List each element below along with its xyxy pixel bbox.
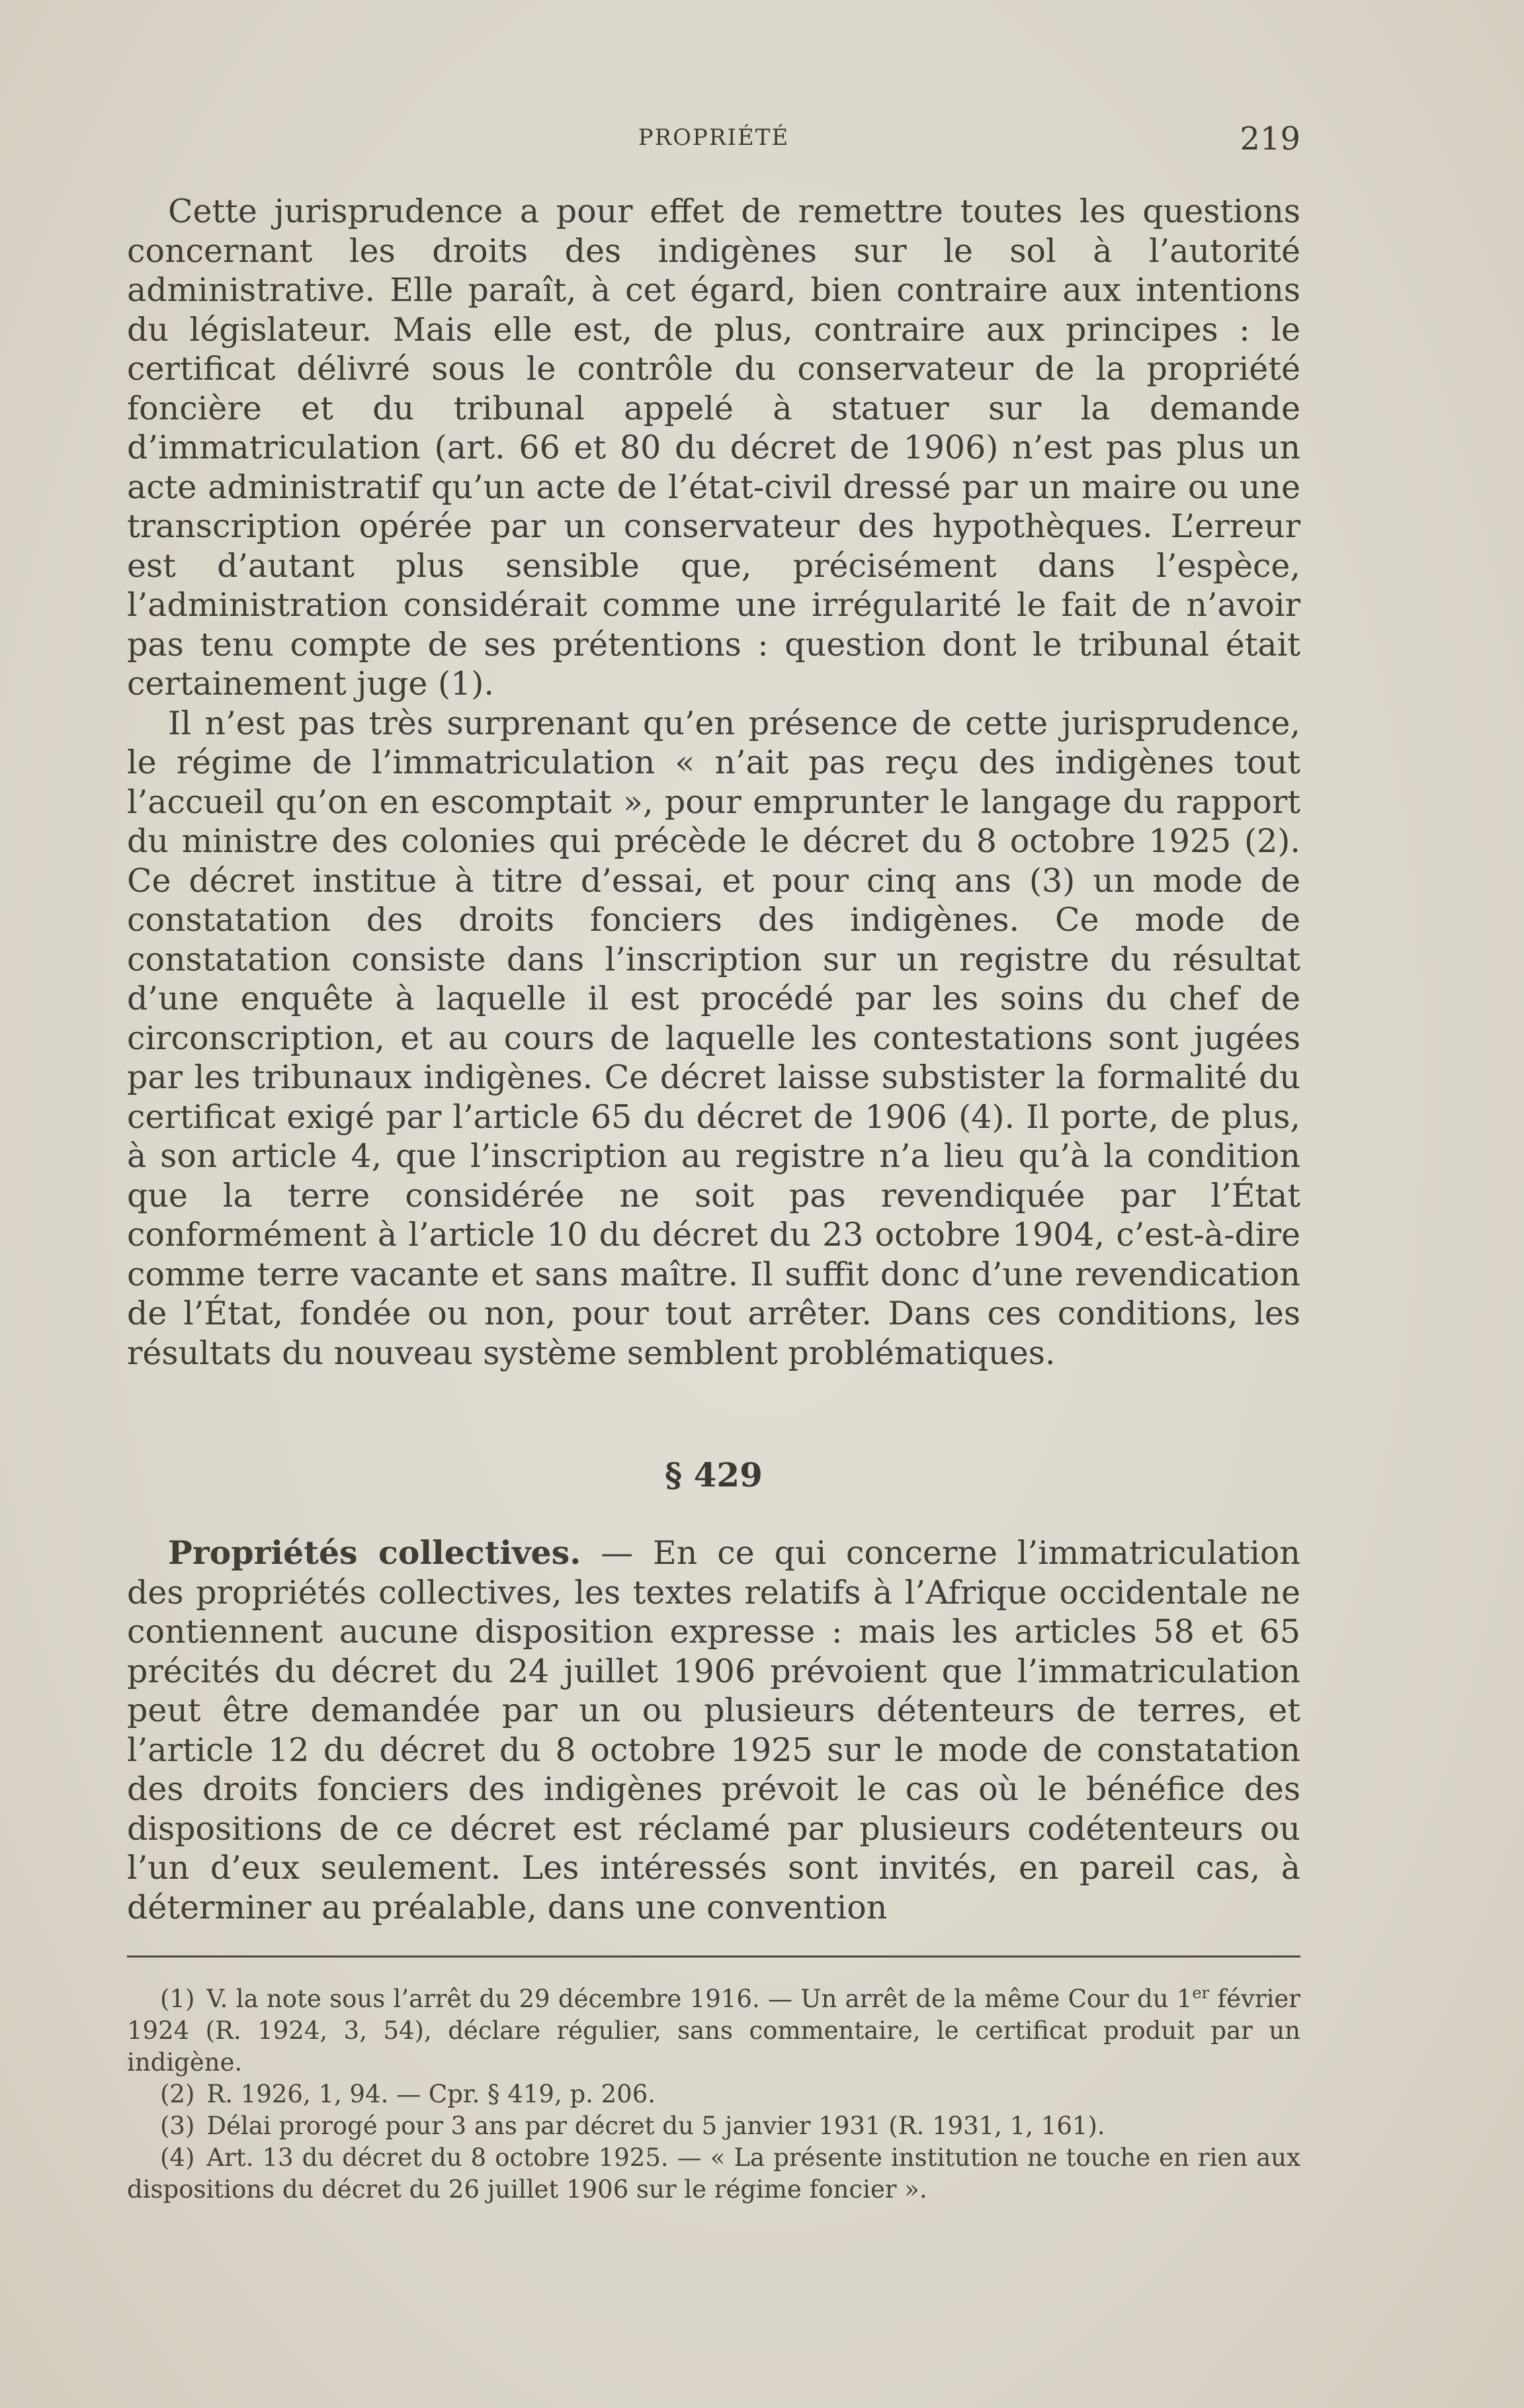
- footnote-mark: (2): [160, 2080, 195, 2108]
- footnote: [127, 1983, 1300, 2079]
- running-title: PROPRIÉTÉ: [638, 124, 790, 151]
- section-paragraph-text: — En ce qui concerne l’immatriculation des propriétés collectives, les textes relatifs à l’Afrique occidentale ne contiennent aucune disposition expresse : mais les articles 58 et 65 précités du décret du 24 juillet 1906 prévoient que l’immatriculation peut être demandée par un ou plusieurs détenteurs de terres, et l’article 12 du décret du 8 octobre 1925 sur le mode de constatation des droits fonciers des indigènes prévoit le cas où le bénéfice des dispositions de ce décret est réclamé par plusieurs codétenteurs ou l’un d’eux seulement. Les intéressés sont invités, en pareil cas, à déterminer au préalable, dans une convention: [127, 1534, 1300, 1926]
- section-lead-title: Propriétés collectives.: [168, 1533, 581, 1572]
- footnote-rule: [127, 1956, 1300, 1957]
- main-text: [127, 192, 1300, 1373]
- footnote-superscript: er: [1192, 1983, 1210, 2002]
- footnote-text: février 1924 (R. 1924, 3, 54), déclare régulier, sans commentaire, le certificat produit par un indigène.: [127, 1985, 1300, 2077]
- footnote: [127, 2110, 1300, 2142]
- footnote: [127, 2142, 1300, 2206]
- footnotes: [127, 1983, 1300, 2206]
- footnote-mark: (3): [160, 2112, 195, 2140]
- section-heading: § 429: [665, 1455, 763, 1494]
- footnote-text: Délai prorogé pour 3 ans par décret du 5 janvier 1931 (R. 1931, 1, 161).: [206, 2112, 1105, 2140]
- footnote-text: Art. 13 du décret du 8 octobre 1925. — « La présente institution ne touche en rien aux dispositions du décret du 26 juillet 1906 sur le régime foncier ».: [127, 2143, 1300, 2204]
- footnote: [127, 2079, 1300, 2110]
- footnote-text: R. 1926, 1, 94. — Cpr. § 419, p. 206.: [206, 2080, 656, 2108]
- footnote-text: V. la note sous l’arrêt du 29 décembre 1916. — Un arrêt de la même Cour du 1: [206, 1985, 1193, 2013]
- page-number: 219: [1240, 120, 1300, 157]
- paragraph: [127, 1533, 1300, 1927]
- paragraph: Cette jurisprudence a pour effet de remettre toutes les questions concernant les droits des indigènes sur le sol à l’autorité administrative. Elle paraît, à cet égard, bien contraire aux intentions du législateur. Mais elle est, de plus, contraire aux principes : le certificat délivré sous le contrôle du conservateur de la propriété foncière et du tribunal appelé à statuer sur la demande d’immatriculation (art. 66 et 80 du décret de 1906) n’est pas plus un acte administratif qu’un acte de l’état-civil dressé par un maire ou une transcription opérée par un conservateur des hypothèques. L’erreur est d’autant plus sensible que, précisément dans l’espèce, l’administration considérait comme une irrégularité le fait de n’avoir pas tenu compte de ses prétentions : question dont le tribunal était certainement juge (1).: [127, 193, 1300, 703]
- paragraph: Il n’est pas très surprenant qu’en présence de cette jurisprudence, le régime de l’immatriculation « n’ait pas reçu des indigènes tout l’accueil qu’on en escomptait », pour emprunter le langage du rapport du ministre des colonies qui précède le décret du 8 octobre 1925 (2). Ce décret institue à titre d’essai, et pour cinq ans (3) un mode de constatation des droits fonciers des indigènes. Ce mode de constatation consiste dans l’inscription sur un registre du résultat d’une enquête à laquelle il est procédé par les soins du chef de circonscription, et au cours de laquelle les contestations sont jugées par les tribunaux indigènes. Ce décret laisse substister la formalité du certificat exigé par l’article 65 du décret de 1906 (4). Il porte, de plus, à son article 4, que l’inscription au registre n’a lieu qu’à la condition que la terre considérée ne soit pas revendiquée par l’État conformément à l’article 10 du décret du 23 octobre 1904, c’est-à-dire comme terre vacante et sans maître. Il suffit donc d’une revendication de l’État, fondée ou non, pour tout arrêter. Dans ces conditions, les résultats du nouveau système semblent problématiques.: [127, 704, 1300, 1372]
- running-head: [127, 118, 1300, 164]
- footnote-mark: (4): [160, 2143, 195, 2172]
- footnote-mark: (1): [160, 1985, 195, 2013]
- section-text: [127, 1533, 1300, 1927]
